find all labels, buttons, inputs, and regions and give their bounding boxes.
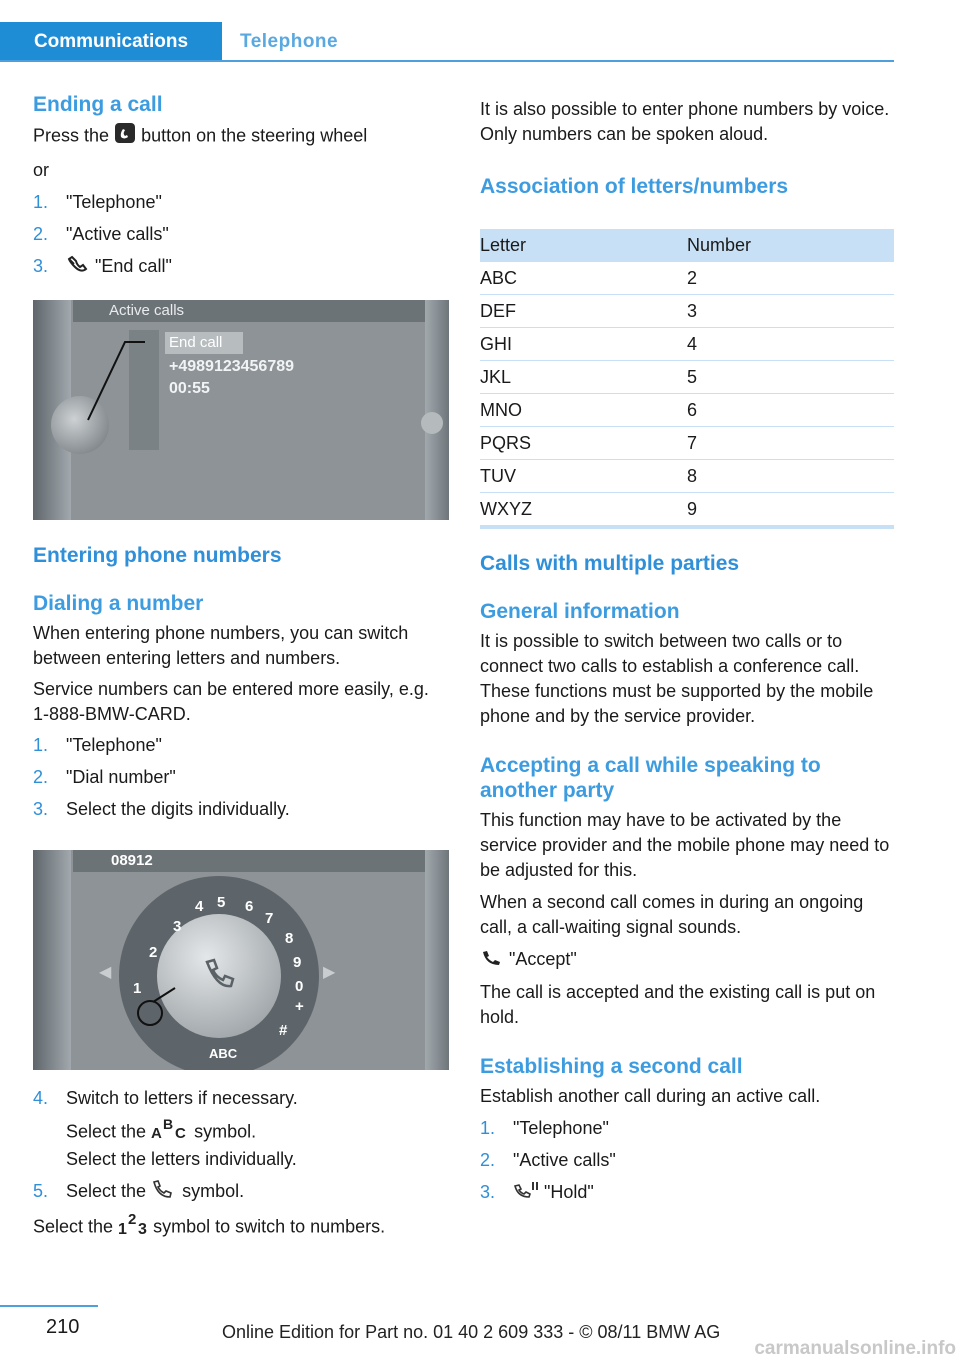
association-heading: Association of letters/numbers (480, 175, 789, 198)
list-item: 4. Switch to letters if necessary. (33, 1087, 298, 1108)
ending-call-heading: Ending a call (33, 93, 163, 116)
or-text: or (33, 160, 50, 180)
column-header: Letter (480, 229, 687, 262)
speller-digit[interactable]: 1 (133, 979, 142, 997)
multiple-parties-heading: Calls with multiple parties (480, 552, 740, 575)
press-post: button on the steering wheel (141, 125, 368, 146)
end-call-icon (66, 255, 90, 280)
table-row (480, 427, 894, 460)
123-symbol-icon (118, 1212, 148, 1243)
letter-cell: ABC (480, 262, 687, 295)
letter-steps (33, 1086, 449, 1205)
left-column (33, 92, 449, 1243)
number-cell: 6 (687, 394, 894, 427)
number-cell: 5 (687, 361, 894, 394)
end-call-menu-item[interactable]: End call (165, 332, 243, 354)
header-divider (0, 60, 894, 62)
list-item: 3. "Hold" (480, 1180, 894, 1206)
number-cell: 4 (687, 328, 894, 361)
svg-text:C: C (175, 1124, 186, 1140)
letter-cell: GHI (480, 328, 687, 361)
edition-note: Online Edition for Part no. 01 40 2 609 333 - © 08/11 BMW AG (222, 1322, 721, 1342)
callout-line (33, 850, 449, 1070)
screen-title-bar: Active calls (73, 300, 425, 322)
dialing-paragraph-2: Service numbers can be entered more easily, e.g. 1-888-BMW-CARD. (33, 678, 429, 724)
speller-digit[interactable]: 4 (195, 897, 204, 915)
abc-symbol-icon (151, 1118, 189, 1147)
handset-symbol-icon (151, 1180, 177, 1205)
table-row (480, 394, 894, 427)
number-cell: 3 (687, 295, 894, 328)
voice-intro: It is also possible to enter phone numbers by voice. Only numbers can be spoken aloud. (480, 99, 890, 144)
tab-telephone[interactable]: Telephone (240, 31, 339, 52)
accept-call-icon (480, 948, 504, 973)
number-cell: 7 (687, 427, 894, 460)
arrow-right-icon: ▶ (323, 963, 336, 981)
right-column (480, 92, 894, 1206)
hold-call-icon (513, 1181, 539, 1206)
speller-digit[interactable]: 3 (173, 917, 182, 935)
table-row (480, 262, 894, 295)
accepting-paragraph-2: When a second call comes in during an ongoing call, a call-waiting signal sounds. (480, 892, 864, 937)
speller-digit[interactable]: 6 (245, 897, 254, 915)
dialing-paragraph-1: When entering phone numbers, you can switch between entering letters and numbers. (33, 622, 409, 668)
switch-numbers-line: Select the 1 2 3 symbol to switch to numbers. (33, 1212, 449, 1243)
svg-text:3: 3 (138, 1220, 147, 1236)
list-item: 2. "Dial number" (33, 766, 176, 787)
table-row (480, 295, 894, 328)
speller-digit[interactable]: 8 (285, 929, 294, 947)
watermark: carmanualsonline.info (754, 1338, 956, 1359)
dialing-steps (33, 733, 449, 822)
accepting-paragraph-3: The call is accepted and the existing call is put on hold. (480, 981, 876, 1027)
list-item: 1. "Telephone" (33, 192, 162, 212)
speller-letters[interactable]: ABC (209, 1045, 238, 1061)
speller-plus[interactable]: + (295, 997, 304, 1015)
letter-cell: TUV (480, 460, 687, 493)
list-item: 3. "End call" (33, 254, 449, 280)
list-item: 1. "Telephone" (33, 734, 162, 755)
second-call-steps (480, 1116, 894, 1206)
active-calls-screenshot (33, 300, 449, 520)
table-row (480, 328, 894, 361)
svg-text:A: A (151, 1124, 162, 1140)
entering-numbers-heading: Entering phone numbers (33, 543, 282, 567)
list-item: 3. Select the digits individually. (33, 798, 290, 819)
scroll-button-icon (421, 412, 443, 434)
letter-cell: PQRS (480, 427, 687, 460)
dial-number-screenshot (33, 850, 449, 1070)
letter-cell: JKL (480, 361, 687, 394)
letter-cell: DEF (480, 295, 687, 328)
accept-line: "Accept" (480, 947, 894, 973)
table-row (480, 361, 894, 394)
caller-number: +4989123456789 (169, 357, 295, 375)
second-call-heading: Establishing a second call (480, 1054, 743, 1078)
speller-digit[interactable]: 7 (265, 909, 274, 927)
speller-digit[interactable]: 2 (149, 943, 158, 961)
step4-letters-line: Select the letters individually. (66, 1148, 297, 1169)
letters-numbers-table (480, 229, 894, 526)
speller-hash[interactable]: # (279, 1021, 288, 1039)
steering-phone-button-icon (114, 122, 136, 151)
dialing-heading: Dialing a number (33, 591, 204, 615)
list-item: 2. "Active calls" (33, 224, 169, 244)
accepting-call-heading: Accepting a call while speaking to another party (480, 754, 821, 802)
footer-rule (0, 1305, 98, 1307)
number-cell: 9 (687, 493, 894, 526)
table-row (480, 493, 894, 526)
accepting-paragraph-1: This function may have to be activated by the service provider and the mobile phone may need to be adjusted for this. (480, 810, 890, 880)
chapter-tabs (0, 22, 894, 62)
general-info-heading: General information (480, 600, 680, 623)
list-item: 5. Select the symbol. (33, 1179, 449, 1205)
svg-text:B: B (163, 1117, 174, 1132)
call-duration: 00:55 (169, 379, 210, 397)
press-pre: Press the (33, 125, 110, 146)
speller-digit[interactable]: 0 (295, 977, 304, 995)
step4-symbol-line: Select the A B C symbol. (33, 1118, 449, 1147)
letter-cell: MNO (480, 394, 687, 427)
tab-communications[interactable]: Communications (0, 22, 222, 60)
page-number: 210 (46, 1316, 80, 1338)
number-cell: 2 (687, 262, 894, 295)
table-row (480, 460, 894, 493)
column-header: Number (687, 229, 894, 262)
letter-cell: WXYZ (480, 493, 687, 526)
table-bottom-rule (480, 526, 894, 529)
speller-digit[interactable]: 9 (293, 953, 302, 971)
number-cell: 8 (687, 460, 894, 493)
list-item: 2. "Active calls" (480, 1149, 616, 1170)
svg-text:1: 1 (118, 1220, 127, 1236)
table-header-row (480, 229, 894, 262)
general-info-paragraph: It is possible to switch between two calls or to connect two calls to establish a conference call. These functions must be supported by the mobile phone and by the service provider. (480, 631, 874, 726)
callout-line (33, 300, 449, 520)
speller-digit[interactable]: 5 (217, 893, 226, 911)
ending-steps (33, 190, 449, 280)
second-call-paragraph: Establish another call during an active call. (480, 1085, 821, 1106)
arrow-left-icon: ◀ (99, 963, 112, 981)
svg-text:2: 2 (128, 1211, 137, 1228)
list-item: 1. "Telephone" (480, 1117, 609, 1138)
dial-entry-bar: 08912 (73, 850, 425, 872)
press-button-text (33, 122, 449, 151)
